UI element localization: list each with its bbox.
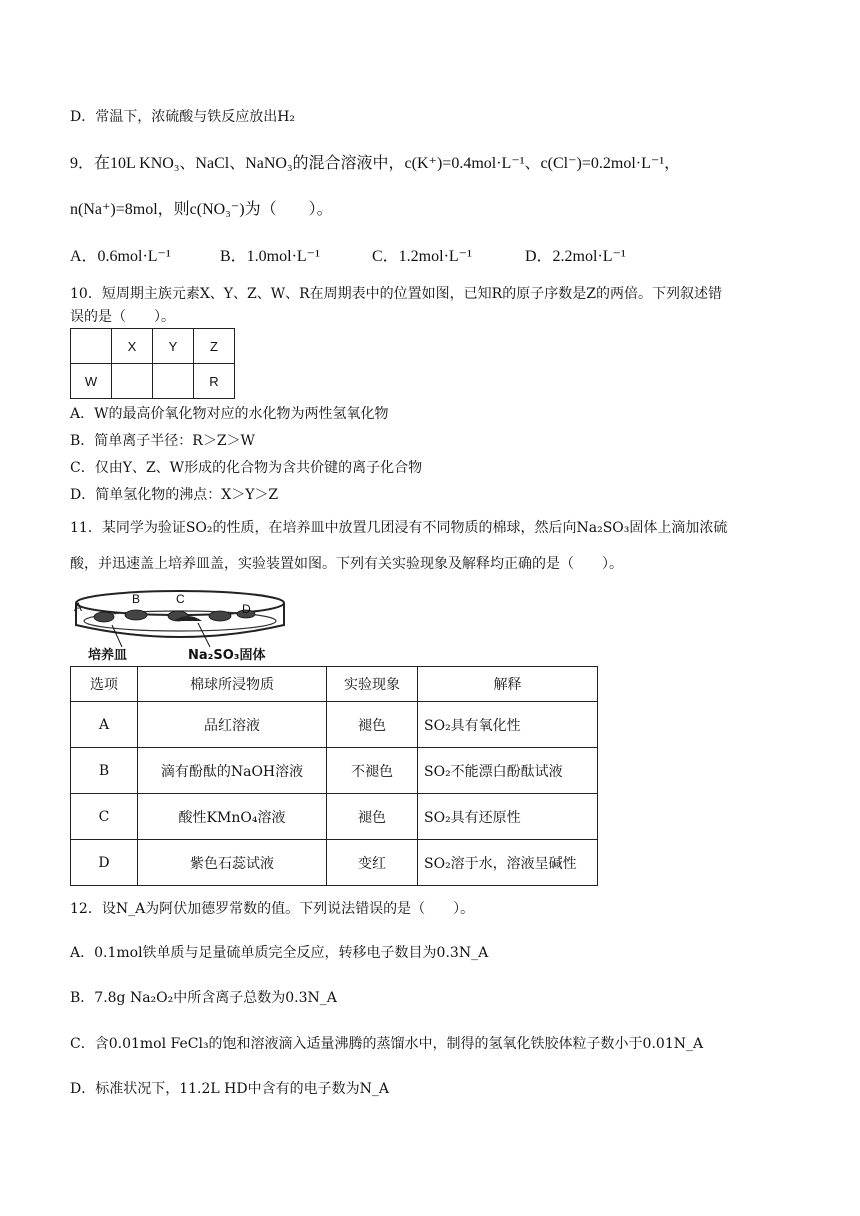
ptab-cell: Y (153, 329, 194, 364)
cell-option: D (71, 840, 138, 886)
header-option: 选项 (71, 667, 138, 702)
q12-option-a: A．0.1mol铁单质与足量硫单质完全反应，转移电子数目为0.3N_A (70, 945, 489, 961)
q11-stem-line2: 酸，并迅速盖上培养皿盖，实验装置如图。下列有关实验现象及解释均正确的是（ ）。 (70, 556, 623, 572)
q10-option-c: C．仅由Y、Z、W形成的化合物为含共价键的离子化合物 (70, 460, 423, 476)
fig-dish-label: 培养皿 (88, 648, 128, 663)
cell-option: C (71, 794, 138, 840)
cell-phenomenon: 褪色 (327, 794, 418, 840)
header-explanation: 解释 (418, 667, 598, 702)
cell-option: A (71, 702, 138, 748)
q12-option-c: C．含0.01mol FeCl₃的饱和溶液滴入适量沸腾的蒸馏水中，制得的氢氧化铁胶体粒子数小于0.01N_A (70, 1036, 704, 1052)
cell-option: B (71, 748, 138, 794)
periodic-table-fragment (70, 328, 235, 399)
ptab-cell: R (194, 364, 235, 399)
table-row (71, 702, 598, 748)
cell-phenomenon: 不褪色 (327, 748, 418, 794)
cell-substance: 紫色石蕊试液 (138, 840, 327, 886)
cell-phenomenon: 变红 (327, 840, 418, 886)
cell-explanation: SO₂不能漂白酚酞试液 (418, 748, 598, 794)
petri-dish-figure (70, 585, 290, 665)
fig-solid-label: Na₂SO₃固体 (188, 648, 266, 663)
fig-label-d: D (242, 602, 251, 616)
cell-explanation: SO₂具有氧化性 (418, 702, 598, 748)
fig-label-b: B (132, 592, 141, 606)
ptab-cell (71, 329, 112, 364)
q10-option-b: B．简单离子半径：R＞Z＞W (70, 433, 255, 449)
q10-stem-line1: 10．短周期主族元素X、Y、Z、W、R在周期表中的位置如图，已知R的原子序数是Z的两倍。下列叙述错 (70, 286, 722, 302)
q9-option-a: A．0.6mol·L⁻¹ (70, 248, 171, 265)
ptab-cell: Z (194, 329, 235, 364)
ptab-cell: W (71, 364, 112, 399)
fig-label-c: C (176, 592, 185, 606)
ptab-cell: X (112, 329, 153, 364)
table-row (71, 840, 598, 886)
experiment-table (70, 666, 598, 886)
q12-option-d: D．标准状况下，11.2L HD中含有的电子数为N_A (70, 1081, 389, 1097)
table-row (71, 748, 598, 794)
q11-stem-line1: 11．某同学为验证SO₂的性质，在培养皿中放置几团浸有不同物质的棉球，然后向Na₂SO₃固体上滴加浓硫 (70, 520, 728, 536)
q10-stem-line2: 误的是（ ）。 (70, 309, 175, 325)
q10-option-d: D．简单氢化物的沸点：X＞Y＞Z (70, 487, 279, 503)
header-phenomenon: 实验现象 (327, 667, 418, 702)
q10-option-a: A．W的最高价氧化物对应的水化物为两性氢氧化物 (70, 406, 389, 422)
solid-pointer (198, 623, 210, 647)
q9-option-b: B．1.0mol·L⁻¹ (220, 248, 320, 265)
cell-explanation: SO₂具有还原性 (418, 794, 598, 840)
q9-stem-line1: 9．在10L KNO₃、NaCl、NaNO₃的混合溶液中，c(K⁺)=0.4mol·L⁻¹、c(Cl⁻)=0.2mol·L⁻¹， (70, 155, 681, 172)
cell-explanation: SO₂溶于水，溶液呈碱性 (418, 840, 598, 886)
q9-option-d: D．2.2mol·L⁻¹ (525, 248, 626, 265)
ptab-cell (153, 364, 194, 399)
cell-substance: 品红溶液 (138, 702, 327, 748)
ptab-cell (112, 364, 153, 399)
q12-option-b: B．7.8g Na₂O₂中所含离子总数为0.3N_A (70, 990, 337, 1006)
q8-option-d: D．常温下，浓硫酸与铁反应放出H₂ (70, 109, 296, 125)
cell-phenomenon: 褪色 (327, 702, 418, 748)
header-substance: 棉球所浸物质 (138, 667, 327, 702)
fig-label-a: A (74, 600, 83, 614)
q9-option-c: C．1.2mol·L⁻¹ (372, 248, 472, 265)
table-row (71, 794, 598, 840)
q12-stem: 12．设N_A为阿伏加德罗常数的值。下列说法错误的是（ ）。 (70, 901, 475, 917)
cell-substance: 滴有酚酞的NaOH溶液 (138, 748, 327, 794)
cell-substance: 酸性KMnO₄溶液 (138, 794, 327, 840)
q9-stem-line2: n(Na⁺)=8mol，则c(NO₃⁻)为（ ）。 (70, 201, 333, 218)
